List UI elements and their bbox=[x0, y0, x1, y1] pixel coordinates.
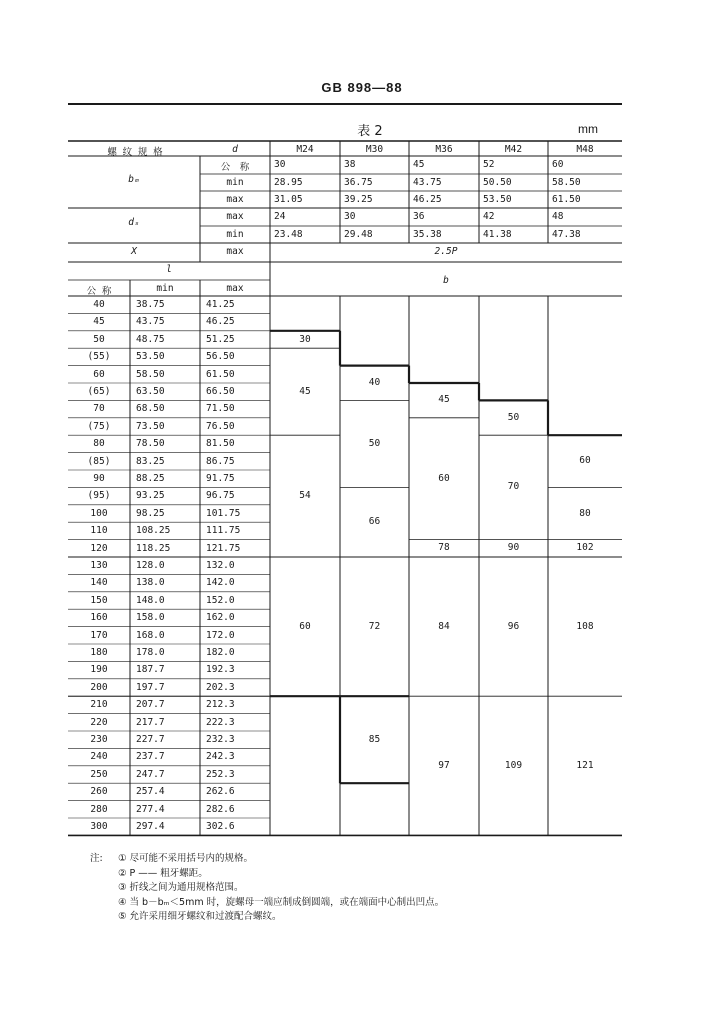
x-label: max bbox=[226, 246, 244, 257]
b-value: 80 bbox=[579, 507, 591, 519]
l-max-cell: 71.50 bbox=[206, 403, 235, 415]
l-min-cell: 58.50 bbox=[136, 368, 165, 380]
l-max-cell: 232.3 bbox=[206, 734, 235, 745]
l-nominal-cell: 190 bbox=[90, 664, 108, 676]
l-col-nominal: 公 称 bbox=[86, 286, 112, 297]
bm-symbol: bₘ bbox=[128, 174, 140, 185]
b-value: 109 bbox=[504, 759, 523, 771]
l-min-cell: 207.7 bbox=[136, 699, 165, 711]
bm-value: 58.50 bbox=[552, 177, 581, 188]
b-value: 85 bbox=[368, 733, 381, 745]
l-nominal-cell: 140 bbox=[90, 577, 108, 589]
b-value: 96 bbox=[507, 620, 520, 632]
l-min-cell: 68.50 bbox=[136, 403, 165, 415]
bm-value: 31.05 bbox=[274, 194, 303, 205]
bm-value: 61.50 bbox=[552, 194, 581, 205]
l-min-cell: 237.7 bbox=[136, 751, 165, 763]
l-min-cell: 128.0 bbox=[136, 560, 165, 571]
b-symbol: b bbox=[443, 275, 449, 286]
l-max-cell: 76.50 bbox=[206, 420, 235, 432]
bm-value: 28.95 bbox=[274, 177, 303, 188]
b-value: 70 bbox=[507, 481, 520, 493]
thread-spec-label: 螺 纹 规 格 bbox=[107, 147, 163, 158]
b-value: 45 bbox=[299, 385, 311, 397]
l-symbol: l bbox=[166, 264, 172, 275]
l-max-cell: 302.6 bbox=[206, 821, 235, 832]
x-symbol: X bbox=[131, 246, 137, 257]
notes-block bbox=[90, 852, 444, 925]
l-nominal-cell: 180 bbox=[90, 647, 108, 658]
standard-code-header: GB 898—88 bbox=[321, 80, 403, 95]
note-item: ④ 当 b－bₘ＜5mm 时，旋螺母一端应制成倒圆端，或在端面中心制出凹点。 bbox=[118, 896, 445, 908]
note-item: 注: ① 尽可能不采用括号内的规格。 bbox=[90, 852, 444, 867]
ds-value: 24 bbox=[274, 211, 286, 222]
l-max-cell: 212.3 bbox=[206, 699, 235, 711]
l-min-cell: 227.7 bbox=[136, 734, 165, 745]
l-max-cell: 101.75 bbox=[206, 507, 241, 519]
b-value: 54 bbox=[299, 490, 311, 502]
l-max-cell: 282.6 bbox=[206, 803, 235, 815]
l-nominal-cell: 70 bbox=[93, 403, 105, 415]
l-min-cell: 178.0 bbox=[136, 647, 165, 658]
b-value: 50 bbox=[507, 411, 520, 423]
b-value: 78 bbox=[438, 542, 450, 554]
b-value: 30 bbox=[299, 333, 311, 345]
l-max-cell: 96.75 bbox=[206, 490, 235, 502]
bm-value: 50.50 bbox=[483, 177, 512, 188]
b-value: 60 bbox=[438, 472, 450, 484]
bm-row-label: 公 称 bbox=[220, 162, 250, 173]
l-nominal-cell: 110 bbox=[90, 525, 108, 537]
l-max-cell: 41.25 bbox=[206, 299, 235, 310]
note-item: ② P —— 粗牙螺距。 bbox=[118, 867, 208, 879]
l-nominal-cell: 40 bbox=[93, 299, 105, 310]
l-nominal-cell: 80 bbox=[93, 438, 105, 450]
table-title: 表 2 bbox=[357, 124, 383, 139]
ds-value: 47.38 bbox=[552, 229, 581, 240]
l-min-cell: 48.75 bbox=[136, 333, 165, 345]
l-nominal-cell: (55) bbox=[87, 351, 111, 363]
l-nominal-cell: 160 bbox=[90, 612, 108, 624]
l-max-cell: 222.3 bbox=[206, 716, 235, 728]
b-value: 45 bbox=[438, 394, 450, 406]
b-value: 121 bbox=[576, 759, 594, 771]
unit-label: mm bbox=[578, 122, 598, 136]
b-value: 60 bbox=[579, 455, 591, 467]
l-max-cell: 46.25 bbox=[206, 316, 235, 328]
l-nominal-cell: 220 bbox=[90, 716, 108, 728]
l-max-cell: 51.25 bbox=[206, 333, 235, 345]
b-value: 84 bbox=[438, 620, 450, 632]
l-max-cell: 121.75 bbox=[206, 542, 241, 554]
b-value: 102 bbox=[576, 542, 594, 554]
l-nominal-cell: 150 bbox=[90, 594, 108, 606]
d-symbol: d bbox=[232, 144, 238, 155]
ds-value: 29.48 bbox=[344, 229, 373, 240]
l-min-cell: 88.25 bbox=[136, 473, 165, 484]
l-min-cell: 53.50 bbox=[136, 351, 165, 363]
bm-value: 39.25 bbox=[344, 194, 373, 205]
l-nominal-cell: 170 bbox=[90, 629, 108, 641]
l-nominal-cell: 250 bbox=[90, 768, 108, 780]
bm-row-label: max bbox=[226, 194, 244, 205]
b-value: 50 bbox=[368, 437, 381, 449]
l-min-cell: 138.0 bbox=[136, 577, 165, 589]
l-max-cell: 192.3 bbox=[206, 664, 235, 676]
b-value: 66 bbox=[368, 516, 381, 528]
l-nominal-cell: 210 bbox=[90, 699, 108, 711]
l-max-cell: 162.0 bbox=[206, 612, 235, 624]
l-max-cell: 262.6 bbox=[206, 786, 235, 798]
l-max-cell: 172.0 bbox=[206, 629, 235, 641]
l-min-cell: 38.75 bbox=[136, 299, 165, 310]
l-max-cell: 242.3 bbox=[206, 751, 235, 763]
l-min-cell: 187.7 bbox=[136, 664, 165, 676]
bm-value: 53.50 bbox=[483, 194, 512, 205]
ds-row-label: max bbox=[226, 211, 244, 222]
l-max-cell: 81.50 bbox=[206, 438, 235, 450]
l-min-cell: 78.50 bbox=[136, 438, 165, 450]
ds-symbol: dₛ bbox=[128, 217, 140, 228]
l-nominal-cell: 280 bbox=[90, 803, 108, 815]
l-col-min: min bbox=[156, 283, 174, 294]
ds-value: 42 bbox=[483, 211, 495, 222]
l-nominal-cell: 230 bbox=[90, 734, 108, 745]
l-max-cell: 132.0 bbox=[206, 560, 235, 571]
l-nominal-cell: 120 bbox=[90, 542, 108, 554]
x-value: 2.5P bbox=[434, 246, 458, 257]
l-nominal-cell: 45 bbox=[93, 316, 105, 328]
ds-value: 23.48 bbox=[274, 229, 303, 240]
l-nominal-cell: 260 bbox=[90, 786, 108, 798]
ds-value: 41.38 bbox=[483, 229, 512, 240]
l-max-cell: 152.0 bbox=[206, 594, 235, 606]
ds-value: 35.38 bbox=[413, 229, 442, 240]
bm-value: 46.25 bbox=[413, 194, 442, 205]
ds-row-label: min bbox=[226, 229, 244, 240]
size-header-m24: M24 bbox=[296, 144, 314, 155]
l-min-cell: 197.7 bbox=[136, 681, 165, 693]
l-nominal-cell: (85) bbox=[87, 455, 111, 467]
l-nominal-cell: 300 bbox=[90, 821, 108, 832]
l-max-cell: 61.50 bbox=[206, 368, 235, 380]
l-min-cell: 168.0 bbox=[136, 629, 165, 641]
l-nominal-cell: 90 bbox=[93, 473, 105, 484]
l-min-cell: 83.25 bbox=[136, 455, 165, 467]
l-min-cell: 297.4 bbox=[136, 821, 165, 832]
l-min-cell: 63.50 bbox=[136, 386, 165, 397]
l-min-cell: 118.25 bbox=[136, 542, 171, 554]
bm-value: 38 bbox=[344, 159, 356, 170]
l-nominal-cell: (65) bbox=[87, 386, 111, 397]
l-nominal-cell: 50 bbox=[93, 333, 105, 345]
l-min-cell: 108.25 bbox=[136, 525, 171, 537]
bm-row-label: min bbox=[226, 177, 244, 188]
size-header-m30: M30 bbox=[365, 144, 384, 155]
ds-value: 36 bbox=[413, 211, 425, 222]
l-min-cell: 43.75 bbox=[136, 316, 165, 328]
l-max-cell: 66.50 bbox=[206, 386, 235, 397]
l-min-cell: 148.0 bbox=[136, 594, 165, 606]
l-max-cell: 182.0 bbox=[206, 647, 235, 658]
l-min-cell: 158.0 bbox=[136, 612, 165, 624]
l-nominal-cell: (95) bbox=[87, 490, 111, 502]
l-max-cell: 91.75 bbox=[206, 473, 235, 484]
l-nominal-cell: 240 bbox=[90, 751, 108, 763]
bm-value: 36.75 bbox=[344, 177, 373, 188]
l-nominal-cell: (75) bbox=[87, 420, 111, 432]
note-item: ⑤ 允许采用细牙螺纹和过渡配合螺纹。 bbox=[118, 911, 282, 922]
l-col-max: max bbox=[226, 283, 244, 294]
size-header-m36: M36 bbox=[435, 144, 453, 155]
bm-value: 60 bbox=[552, 159, 564, 170]
l-max-cell: 202.3 bbox=[206, 681, 235, 693]
l-min-cell: 277.4 bbox=[136, 803, 165, 815]
b-value: 90 bbox=[507, 542, 520, 554]
bm-value: 52 bbox=[483, 159, 495, 170]
b-value: 97 bbox=[438, 759, 450, 771]
note-item: ③ 折线之间为通用规格范围。 bbox=[118, 882, 244, 893]
l-max-cell: 56.50 bbox=[206, 351, 235, 363]
l-min-cell: 73.50 bbox=[136, 420, 165, 432]
l-max-cell: 252.3 bbox=[206, 768, 235, 780]
l-min-cell: 98.25 bbox=[136, 507, 165, 519]
ds-value: 48 bbox=[552, 211, 564, 222]
b-value: 108 bbox=[576, 620, 594, 632]
l-nominal-cell: 130 bbox=[90, 560, 108, 571]
l-nominal-cell: 100 bbox=[90, 507, 108, 519]
l-min-cell: 217.7 bbox=[136, 716, 165, 728]
l-min-cell: 247.7 bbox=[136, 768, 165, 780]
ds-value: 30 bbox=[344, 211, 356, 222]
l-min-cell: 93.25 bbox=[136, 490, 165, 502]
b-value: 72 bbox=[368, 620, 381, 632]
size-header-m42: M42 bbox=[504, 144, 523, 155]
l-nominal-cell: 200 bbox=[90, 681, 108, 693]
l-max-cell: 142.0 bbox=[206, 577, 235, 589]
l-min-cell: 257.4 bbox=[136, 786, 165, 798]
bm-value: 30 bbox=[274, 159, 286, 170]
l-nominal-cell: 60 bbox=[93, 368, 105, 380]
l-max-cell: 86.75 bbox=[206, 455, 235, 467]
b-value: 40 bbox=[368, 377, 381, 388]
notes-label: 注: bbox=[90, 853, 103, 864]
l-max-cell: 111.75 bbox=[206, 525, 241, 537]
b-value: 60 bbox=[299, 620, 311, 632]
size-header-m48: M48 bbox=[576, 144, 594, 155]
bm-value: 45 bbox=[413, 159, 425, 170]
bm-value: 43.75 bbox=[413, 177, 442, 188]
